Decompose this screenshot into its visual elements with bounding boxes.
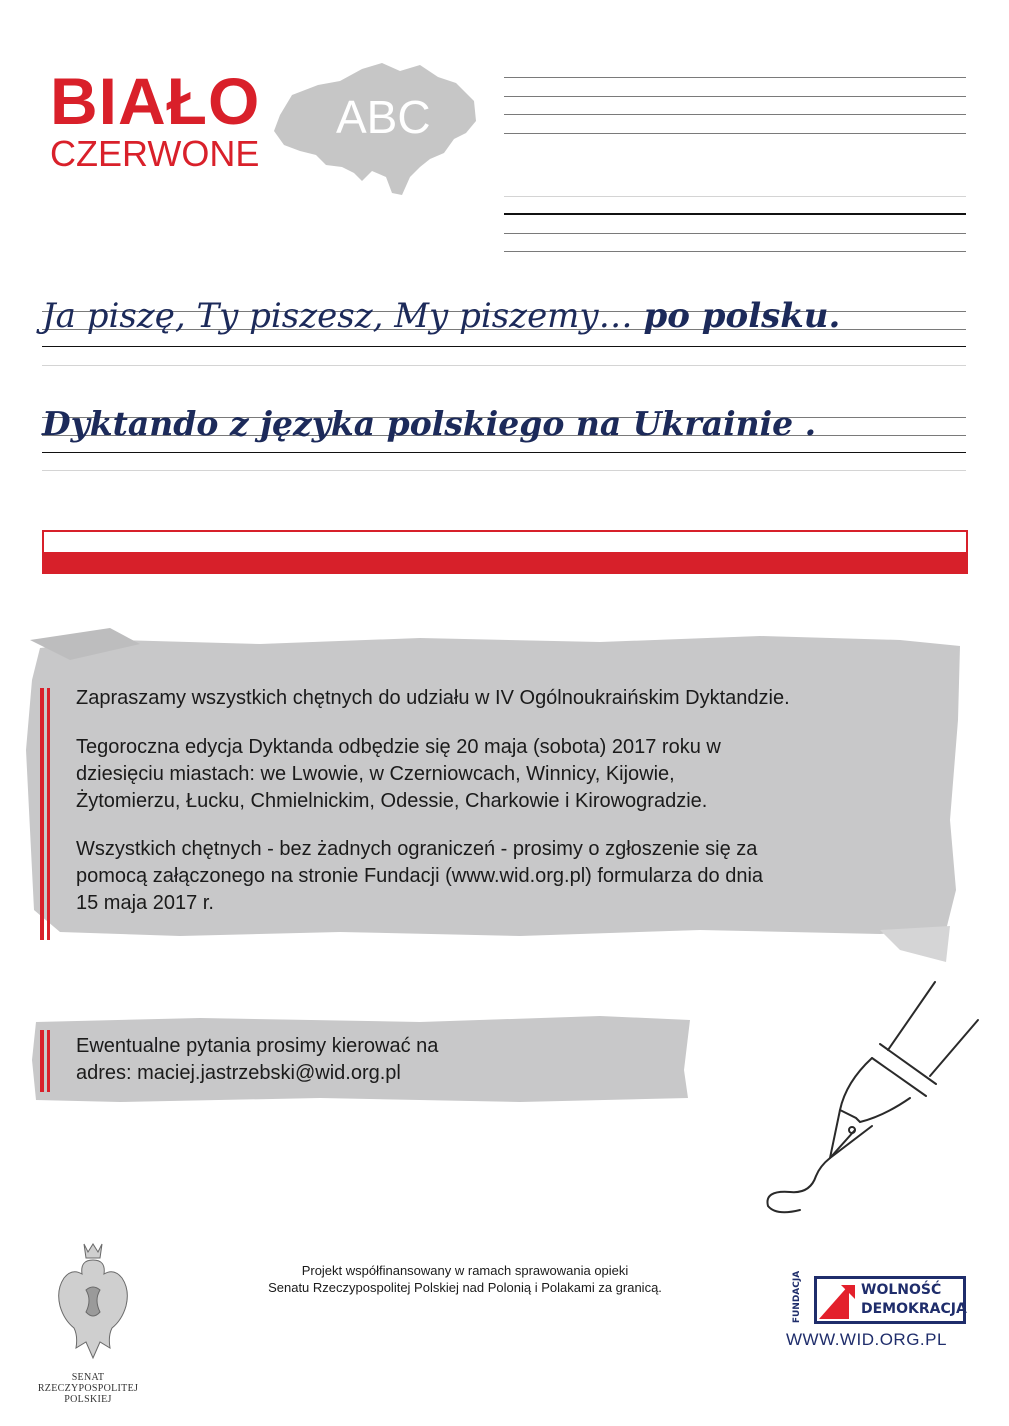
wid-fundacja-label [784,1270,810,1326]
flag-white-stripe [42,530,968,552]
logo-abc: ABC [336,91,431,143]
info-line: Tegoroczna edycja Dyktanda odbędzie się 20 maja (sobota) 2017 roku w [76,736,721,758]
logo-bialo: BIAŁO [50,64,261,138]
writing-line [504,213,966,215]
senat-line: RZECZYPOSPOLITEJ [37,1383,139,1394]
senat-eagle-emblem [50,1240,136,1370]
writing-line [504,96,966,97]
info-paragraph-3 [76,836,956,917]
funding-note [200,1262,730,1296]
red-accent-bar [38,1030,58,1092]
wid-demokracja: DEMOKRACJA [861,1301,967,1317]
senat-caption [30,1372,146,1405]
writing-line [504,114,966,115]
wid-logo [814,1276,966,1324]
heading-regular: Ja piszę, Ty piszesz, My piszemy… [42,296,633,336]
info-line: Żytomierzu, Łucku, Chmielnickim, Odessie, Charkowie i Kirowogradzie. [76,790,708,812]
red-accent-bar [38,688,58,940]
contact-line: adres: maciej.jastrzebski@wid.org.pl [76,1062,401,1084]
info-paragraph-2 [76,734,956,815]
writing-line [42,346,966,347]
wid-arrow-icon [819,1281,859,1319]
writing-line [42,452,966,453]
senat-line: POLSKIEJ [64,1394,112,1405]
funding-line: Senatu Rzeczypospolitej Polskiej nad Polonią i Polakami za granicą. [268,1280,662,1295]
fountain-pen-icon [760,980,990,1220]
heading-bold: po polsku. [643,296,841,336]
writing-line [504,77,966,78]
writing-line [504,251,966,252]
writing-line [504,133,966,134]
logo-czerwone: CZERWONE [50,133,260,174]
wid-website-link[interactable]: WWW.WID.ORG.PL [786,1330,947,1349]
writing-line [504,196,966,197]
info-line: 15 maja 2017 r. [76,892,214,914]
writing-line [42,365,966,366]
contact-line: Ewentualne pytania prosimy kierować na [76,1035,439,1057]
senat-line: SENAT [71,1372,105,1383]
wid-wolnosc: WOLNOŚĆ [861,1282,942,1298]
info-paragraph-1: Zapraszamy wszystkich chętnych do udziału w IV Ogólnoukraińskim Dyktandzie. [76,687,790,709]
wid-fundacja-text: FUNDACJA [792,1270,802,1324]
writing-line [504,233,966,234]
contact-text [76,1033,676,1087]
info-line: Wszystkich chętnych - bez żadnych ograniczeń - prosimy o zgłoszenie się za [76,838,758,860]
info-line: pomocą załączonego na stronie Fundacji (www.wid.org.pl) formularza do dnia [76,865,764,887]
heading-line-1 [42,296,840,336]
flag-red-stripe [42,552,968,574]
writing-line [42,470,966,471]
info-line: dziesięciu miastach: we Lwowie, w Czerniowcach, Winnicy, Kijowie, [76,763,675,785]
heading-line-2: Dyktando z języka polskiego na Ukrainie . [42,404,817,443]
funding-line: Projekt współfinansowany w ramach sprawowania opieki [301,1263,629,1278]
